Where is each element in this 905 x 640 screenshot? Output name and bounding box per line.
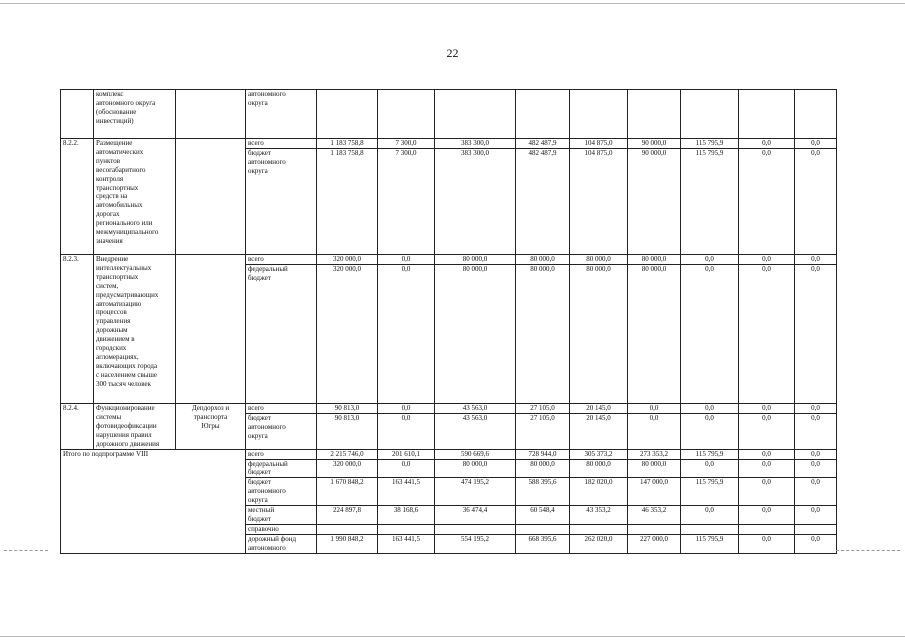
amount-cell bbox=[570, 524, 628, 534]
amount-cell: 46 353,2 bbox=[628, 506, 681, 525]
amount-cell: 60 548,4 bbox=[516, 506, 570, 525]
amount-cell: 0,0 bbox=[739, 478, 795, 506]
amount-cell: 482 487,9 bbox=[516, 149, 570, 255]
funding-source-cell: автономного округа bbox=[246, 90, 317, 139]
amount-cell: 80 000,0 bbox=[435, 255, 516, 265]
item-name-cell: Функционирование системы фотовидеофиксации нарушения правил дорожного движения bbox=[94, 404, 176, 450]
scan-dash-left bbox=[4, 550, 48, 552]
amount-cell bbox=[681, 524, 739, 534]
amount-cell: 0,0 bbox=[795, 404, 837, 414]
amount-cell bbox=[628, 90, 681, 139]
scan-edge-top bbox=[0, 3, 905, 4]
amount-cell: 115 795,9 bbox=[681, 478, 739, 506]
amount-cell: 0,0 bbox=[739, 149, 795, 255]
amount-cell: 80 000,0 bbox=[516, 255, 570, 265]
amount-cell: 224 897,8 bbox=[317, 506, 378, 525]
funding-source-cell: всего bbox=[246, 449, 317, 459]
amount-cell: 320 000,0 bbox=[317, 459, 378, 478]
amount-cell bbox=[317, 90, 378, 139]
funding-source-cell: бюджет автономного округа bbox=[246, 149, 317, 255]
amount-cell: 2 215 746,0 bbox=[317, 449, 378, 459]
amount-cell: 201 610,1 bbox=[378, 449, 435, 459]
amount-cell: 383 300,0 bbox=[435, 149, 516, 255]
amount-cell bbox=[681, 90, 739, 139]
table-row bbox=[61, 90, 837, 139]
amount-cell: 20 145,0 bbox=[570, 414, 628, 449]
amount-cell bbox=[739, 90, 795, 139]
funding-source-cell: бюджет автономного округа bbox=[246, 414, 317, 449]
funding-source-cell: всего bbox=[246, 404, 317, 414]
amount-cell: 90 813,0 bbox=[317, 404, 378, 414]
amount-cell: 0,0 bbox=[739, 534, 795, 553]
amount-cell bbox=[795, 90, 837, 139]
amount-cell: 0,0 bbox=[628, 404, 681, 414]
amount-cell: 80 000,0 bbox=[628, 265, 681, 404]
amount-cell: 7 300,0 bbox=[378, 149, 435, 255]
funding-source-cell: дорожный фонд автономного bbox=[246, 534, 317, 553]
funding-source-cell: справочно bbox=[246, 524, 317, 534]
amount-cell: 80 000,0 bbox=[570, 459, 628, 478]
amount-cell: 554 195,2 bbox=[435, 534, 516, 553]
amount-cell: 80 000,0 bbox=[435, 265, 516, 404]
amount-cell: 0,0 bbox=[681, 506, 739, 525]
amount-cell: 0,0 bbox=[795, 459, 837, 478]
table-row bbox=[61, 139, 837, 149]
amount-cell: 1 183 758,8 bbox=[317, 149, 378, 255]
amount-cell: 668 395,6 bbox=[516, 534, 570, 553]
amount-cell: 90 000,0 bbox=[628, 149, 681, 255]
amount-cell: 0,0 bbox=[378, 265, 435, 404]
amount-cell: 0,0 bbox=[795, 478, 837, 506]
amount-cell: 0,0 bbox=[378, 255, 435, 265]
amount-cell: 43 353,2 bbox=[570, 506, 628, 525]
amount-cell: 43 563,0 bbox=[435, 414, 516, 449]
amount-cell: 0,0 bbox=[795, 506, 837, 525]
item-number-cell: 8.2.4. bbox=[61, 404, 94, 450]
amount-cell: 0,0 bbox=[378, 459, 435, 478]
amount-cell: 0,0 bbox=[739, 449, 795, 459]
amount-cell: 320 000,0 bbox=[317, 265, 378, 404]
amount-cell: 0,0 bbox=[739, 414, 795, 449]
table-row bbox=[61, 449, 837, 459]
amount-cell: 305 373,2 bbox=[570, 449, 628, 459]
executor-cell bbox=[176, 139, 246, 255]
amount-cell bbox=[435, 524, 516, 534]
amount-cell bbox=[516, 90, 570, 139]
amount-cell: 0,0 bbox=[681, 414, 739, 449]
amount-cell: 0,0 bbox=[681, 459, 739, 478]
amount-cell: 0,0 bbox=[795, 414, 837, 449]
executor-cell bbox=[176, 90, 246, 139]
item-name-cell: Внедрение интеллектуальных транспортных систем, предусматривающих автоматизацию процессов управления дорожным движением в городских агломерациях, включающих города с населением свыше 300 тысяч человек bbox=[94, 255, 176, 404]
amount-cell bbox=[739, 524, 795, 534]
amount-cell: 0,0 bbox=[378, 404, 435, 414]
amount-cell: 0,0 bbox=[795, 265, 837, 404]
item-name-cell: Размещение автоматических пунктов весогабаритного контроля транспортных средств на автомобильных дорогах регионального или межмуниципального значения bbox=[94, 139, 176, 255]
amount-cell: 0,0 bbox=[739, 506, 795, 525]
amount-cell: 1 183 758,8 bbox=[317, 139, 378, 149]
amount-cell: 80 000,0 bbox=[570, 255, 628, 265]
amount-cell: 38 168,6 bbox=[378, 506, 435, 525]
amount-cell: 147 000,0 bbox=[628, 478, 681, 506]
funding-source-cell: местный бюджет bbox=[246, 506, 317, 525]
amount-cell: 27 105,0 bbox=[516, 414, 570, 449]
amount-cell: 7 300,0 bbox=[378, 139, 435, 149]
amount-cell bbox=[435, 90, 516, 139]
amount-cell: 90 000,0 bbox=[628, 139, 681, 149]
scan-dash-right bbox=[836, 550, 900, 552]
amount-cell: 383 300,0 bbox=[435, 139, 516, 149]
amount-cell: 482 487,9 bbox=[516, 139, 570, 149]
amount-cell: 0,0 bbox=[739, 255, 795, 265]
amount-cell: 0,0 bbox=[795, 534, 837, 553]
amount-cell: 1 670 848,2 bbox=[317, 478, 378, 506]
amount-cell: 590 669,6 bbox=[435, 449, 516, 459]
amount-cell: 104 875,0 bbox=[570, 139, 628, 149]
amount-cell bbox=[378, 524, 435, 534]
amount-cell: 80 000,0 bbox=[516, 265, 570, 404]
amount-cell: 0,0 bbox=[739, 404, 795, 414]
amount-cell: 0,0 bbox=[681, 265, 739, 404]
amount-cell: 0,0 bbox=[739, 265, 795, 404]
executor-cell bbox=[176, 255, 246, 404]
executor-cell: Депдорхоз и транспорта Югры bbox=[176, 404, 246, 450]
amount-cell: 104 875,0 bbox=[570, 149, 628, 255]
amount-cell bbox=[378, 90, 435, 139]
amount-cell bbox=[570, 90, 628, 139]
amount-cell: 43 563,0 bbox=[435, 404, 516, 414]
amount-cell: 36 474,4 bbox=[435, 506, 516, 525]
amount-cell: 320 000,0 bbox=[317, 255, 378, 265]
amount-cell: 115 795,9 bbox=[681, 534, 739, 553]
page-number: 22 bbox=[446, 46, 459, 60]
amount-cell: 588 395,6 bbox=[516, 478, 570, 506]
amount-cell bbox=[317, 524, 378, 534]
amount-cell: 163 441,5 bbox=[378, 534, 435, 553]
table-row bbox=[61, 404, 837, 414]
table-row bbox=[61, 255, 837, 265]
amount-cell: 115 795,9 bbox=[681, 449, 739, 459]
amount-cell: 163 441,5 bbox=[378, 478, 435, 506]
amount-cell: 80 000,0 bbox=[628, 459, 681, 478]
amount-cell: 0,0 bbox=[378, 414, 435, 449]
amount-cell: 182 020,0 bbox=[570, 478, 628, 506]
scan-edge-bottom bbox=[0, 636, 905, 637]
amount-cell: 262 020,0 bbox=[570, 534, 628, 553]
amount-cell: 0,0 bbox=[795, 449, 837, 459]
funding-source-cell: федеральный бюджет bbox=[246, 459, 317, 478]
amount-cell: 273 353,2 bbox=[628, 449, 681, 459]
funding-source-cell: федеральный бюджет bbox=[246, 265, 317, 404]
amount-cell: 90 813,0 bbox=[317, 414, 378, 449]
amount-cell: 80 000,0 bbox=[435, 459, 516, 478]
item-number-cell: 8.2.3. bbox=[61, 255, 94, 404]
item-number-cell: 8.2.2. bbox=[61, 139, 94, 255]
amount-cell: 0,0 bbox=[681, 255, 739, 265]
amount-cell: 1 990 848,2 bbox=[317, 534, 378, 553]
amount-cell: 80 000,0 bbox=[570, 265, 628, 404]
funding-source-cell: всего bbox=[246, 139, 317, 149]
amount-cell bbox=[628, 524, 681, 534]
amount-cell: 80 000,0 bbox=[628, 255, 681, 265]
amount-cell: 0,0 bbox=[795, 255, 837, 265]
amount-cell: 0,0 bbox=[739, 139, 795, 149]
item-name-cell: комплекс автономного округа (обоснование инвестиций) bbox=[94, 90, 176, 139]
amount-cell: 0,0 bbox=[628, 414, 681, 449]
amount-cell bbox=[795, 524, 837, 534]
amount-cell: 0,0 bbox=[795, 139, 837, 149]
amount-cell bbox=[516, 524, 570, 534]
amount-cell: 20 145,0 bbox=[570, 404, 628, 414]
amount-cell: 227 000,0 bbox=[628, 534, 681, 553]
amount-cell: 0,0 bbox=[795, 149, 837, 255]
amount-cell: 0,0 bbox=[739, 459, 795, 478]
amount-cell: 80 000,0 bbox=[516, 459, 570, 478]
amount-cell: 728 944,0 bbox=[516, 449, 570, 459]
amount-cell: 0,0 bbox=[681, 404, 739, 414]
amount-cell: 27 105,0 bbox=[516, 404, 570, 414]
funding-source-cell: всего bbox=[246, 255, 317, 265]
item-number-cell bbox=[61, 90, 94, 139]
total-label-cell: Итого по подпрограмме VIII bbox=[61, 449, 246, 553]
amount-cell: 474 195,2 bbox=[435, 478, 516, 506]
funding-source-cell: бюджет автономного округа bbox=[246, 478, 317, 506]
budget-table bbox=[60, 89, 837, 554]
amount-cell: 115 795,9 bbox=[681, 149, 739, 255]
amount-cell: 115 795,9 bbox=[681, 139, 739, 149]
